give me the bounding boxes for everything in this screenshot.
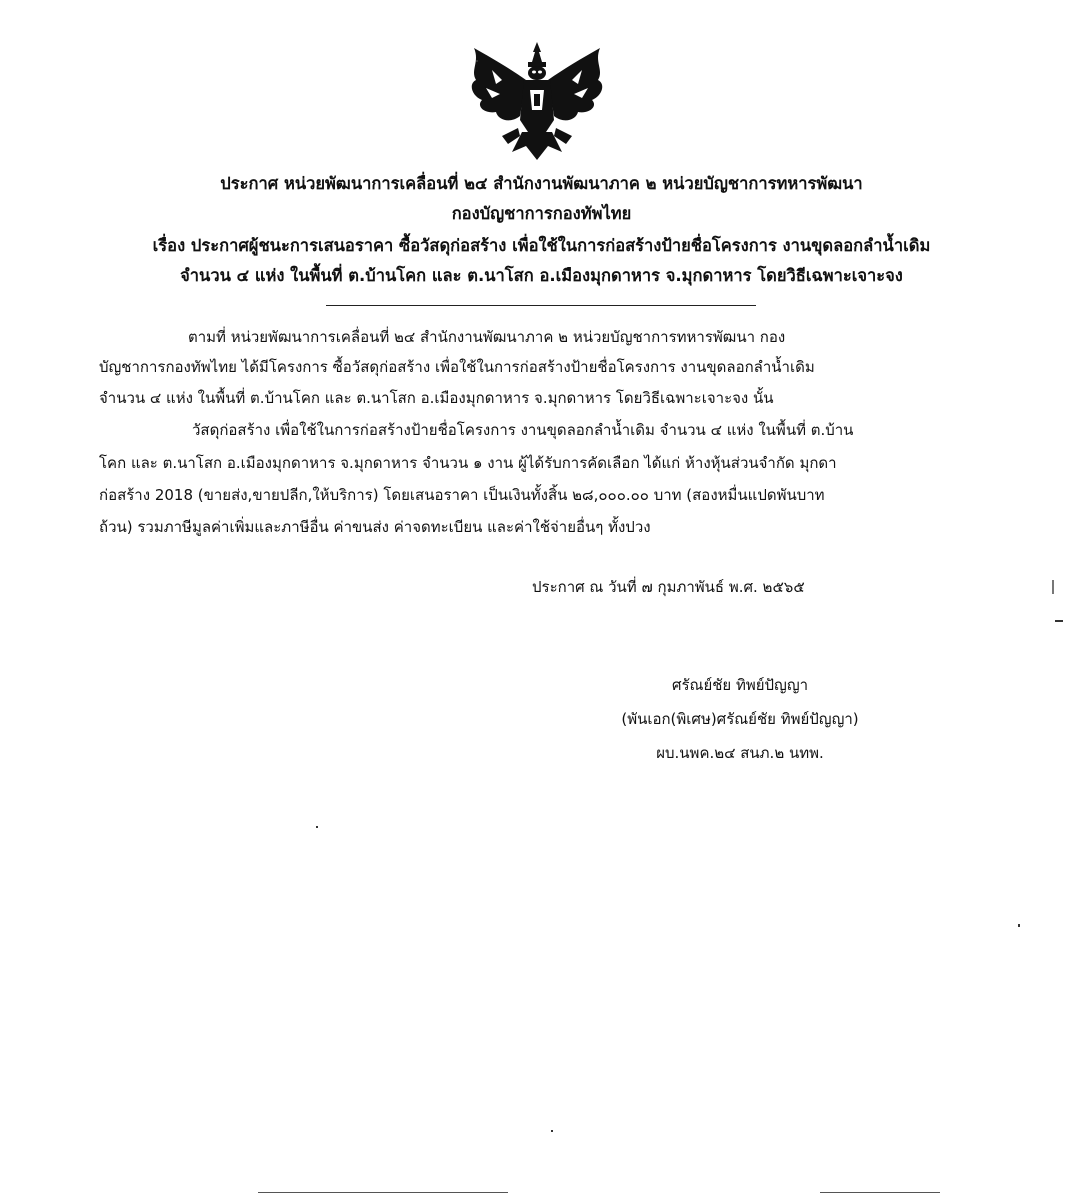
announcement-title-line-1: ประกาศ หน่วยพัฒนาการเคลื่อนที่ ๒๔ สำนักงานพัฒนาภาค ๒ หน่วยบัญชาการทหารพัฒนา (220, 174, 863, 193)
announcement-title-line-2: กองบัญชาการกองทัพไทย (451, 204, 632, 223)
subject-line-2: จำนวน ๔ แห่ง ในพื้นที่ ต.บ้านโคก และ ต.นาโสก อ.เมืองมุกดาหาร จ.มุกดาหาร โดยวิธีเฉพาะเจาะจง (180, 266, 903, 285)
paragraph-1-line-2: บัญชาการกองทัพไทย ได้มีโครงการ ซื้อวัสดุก่อสร้าง เพื่อใช้ในการก่อสร้างป้ายชื่อโครงการ งานขุดลอกลำน้ำเดิม (99, 358, 815, 376)
scan-edge-line (820, 1192, 940, 1193)
garuda-emblem-icon (462, 40, 612, 165)
signer-full-name: (พันเอก(พิเศษ)ศรัณย์ชัย ทิพย์ปัญญา) (621, 710, 859, 728)
paragraph-1-line-1: ตามที่ หน่วยพัฒนาการเคลื่อนที่ ๒๔ สำนักงานพัฒนาภาค ๒ หน่วยบัญชาการทหารพัฒนา กอง (188, 328, 786, 346)
announcement-date: ประกาศ ณ วันที่ ๗ กุมภาพันธ์ พ.ศ. ๒๕๖๕ (532, 578, 805, 596)
paragraph-2-line-4: ถ้วน) รวมภาษีมูลค่าเพิ่มและภาษีอื่น ค่าขนส่ง ค่าจดทะเบียน และค่าใช้จ่ายอื่นๆ ทั้งปวง (99, 518, 651, 536)
title-divider (326, 305, 756, 306)
scan-edge-line (258, 1192, 508, 1193)
scan-speck (551, 1130, 553, 1132)
paragraph-2-line-2: โคก และ ต.นาโสก อ.เมืองมุกดาหาร จ.มุกดาหาร จำนวน ๑ งาน ผู้ได้รับการคัดเลือก ได้แก่ ห้างหุ้นส่วนจำกัด มุกดา (99, 454, 837, 472)
paragraph-2-line-3: ก่อสร้าง 2018 (ขายส่ง,ขายปลีก,ให้บริการ) โดยเสนอราคา เป็นเงินทั้งสิ้น ๒๘,๐๐๐.๐๐ บาท (สองหมื่นแปดพันบาท (99, 486, 825, 504)
signer-position: ผบ.นพค.๒๔ สนภ.๒ นทพ. (656, 744, 824, 762)
paragraph-1-line-3: จำนวน ๔ แห่ง ในพื้นที่ ต.บ้านโคก และ ต.นาโสก อ.เมืองมุกดาหาร จ.มุกดาหาร โดยวิธีเฉพาะเจาะจง นั้น (99, 389, 774, 407)
subject-line-1: เรื่อง ประกาศผู้ชนะการเสนอราคา ซื้อวัสดุก่อสร้าง เพื่อใช้ในการก่อสร้างป้ายชื่อโครงการ งานขุดลอกลำน้ำเดิม (152, 236, 931, 255)
scan-speck (316, 826, 318, 828)
signature-name: ศรัณย์ชัย ทิพย์ปัญญา (671, 676, 809, 694)
scan-speck (1018, 924, 1020, 927)
paragraph-2-line-1: วัสดุก่อสร้าง เพื่อใช้ในการก่อสร้างป้ายชื่อโครงการ งานขุดลอกลำน้ำเดิม จำนวน ๔ แห่ง ในพื้นที่ ต.บ้าน (192, 421, 854, 439)
scan-speck (1052, 580, 1054, 594)
scan-speck (1055, 620, 1063, 622)
scan-speck (476, 60, 478, 62)
